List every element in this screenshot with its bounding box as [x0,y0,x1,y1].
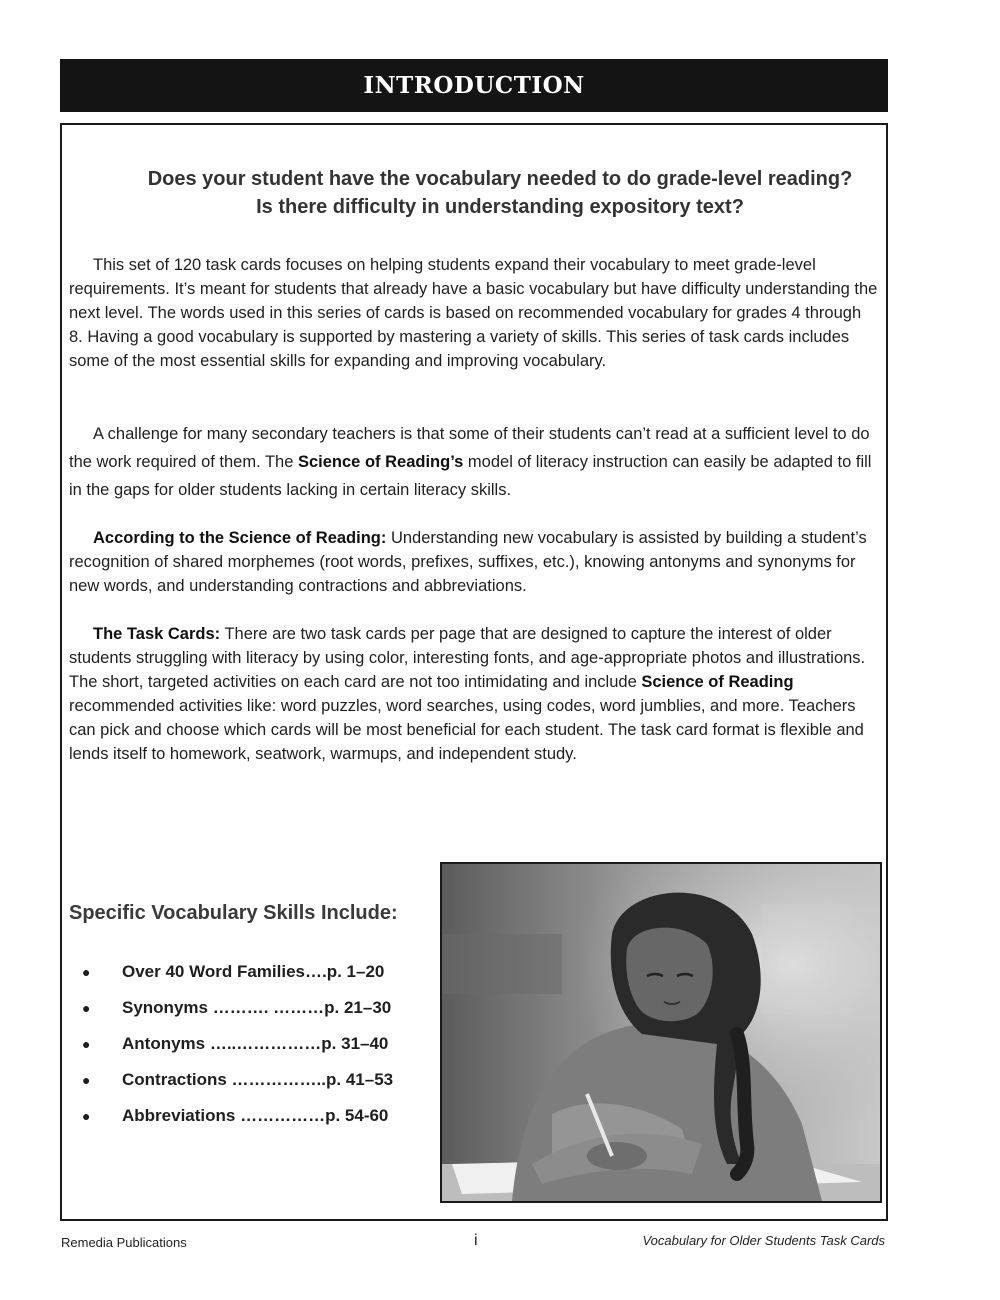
paragraph-task-cards-text: There are two task cards per page that are designed to capture the interest of older students struggling with literacy by using color, interesting fonts, and age-appropriate photos and illustrations. The short, targeted activities on each card are not too intimidating and include [69,625,866,691]
page-title: INTRODUCTION [363,72,585,99]
skill-label: Abbreviations ……………p. 54-60 [122,1106,389,1125]
paragraph-overview [69,253,879,373]
skill-label: Synonyms ………. ………p. 21–30 [122,998,392,1017]
paragraph-science-of-reading [69,526,879,598]
paragraph-task-cards-text-end: recommended activities like: word puzzles, word searches, using codes, word jumblies, and more. Teachers can pick and choose which cards will be most beneficial for each student. The task card format is flexible and lends itself to homework, seatwork, warmups, and independent study. [69,697,864,763]
paragraph-overview-text: This set of 120 task cards focuses on helping students expand their vocabulary to meet grade-level requirements. It’s meant for students that already have a basic vocabulary but have difficulty understanding the next level. The words used in this series of cards is based on recommended vocabulary for grades 4 through 8. Having a good vocabulary is supported by mastering a variety of skills. This series of task cards includes some of the most essential skills for expanding and improving vocabulary. [69,256,878,370]
bullet-icon: ● [82,1000,91,1016]
paragraph-science-of-reading-text: Understanding new vocabulary is assisted by building a student’s recognition of shared morphemes (root words, prefixes, suffixes, etc.), knowing antonyms and synonyms for new words, and understanding contractions and abbreviations. [69,529,867,595]
skills-heading: Specific Vocabulary Skills Include: [69,902,398,924]
skill-label: Antonyms …..……………p. 31–40 [122,1034,389,1053]
paragraph-task-cards [69,622,879,766]
list-item [82,1026,393,1062]
list-item [82,990,393,1026]
intro-question-1: Does your student have the vocabulary needed to do grade-level reading? [147,168,853,190]
list-item [82,1062,393,1098]
paragraph-challenge-text-end: model of literacy instruction can easily be adapted to fill in the gaps for older students lacking in certain literacy skills. [69,453,872,499]
student-writing-illustration [442,864,880,1201]
footer-book-title: Vocabulary for Older Students Task Cards [642,1233,885,1248]
bullet-icon: ● [82,964,91,980]
science-of-reading-emphasis-2: Science of Reading [641,673,794,691]
paragraph-science-of-reading-heading: According to the Science of Reading: [93,529,387,547]
bullet-icon: ● [82,1072,91,1088]
paragraph-challenge-text: A challenge for many secondary teachers is that some of their students can’t read at a sufficient level to do the work required of them. The [69,425,870,471]
bullet-icon: ● [82,1036,91,1052]
student-writing-photo [440,862,882,1203]
paragraph-challenge [69,420,879,504]
skill-label: Over 40 Word Families….p. 1–20 [122,962,385,981]
skill-label: Contractions ……………..p. 41–53 [122,1070,394,1089]
list-item [82,954,393,990]
footer-publisher: Remedia Publications [61,1235,187,1250]
intro-question-2: Is there difficulty in understanding expository text? [256,196,744,218]
footer-page-number: i [474,1232,478,1249]
header-bar [60,59,888,112]
paragraph-task-cards-heading: The Task Cards: [93,625,221,643]
bullet-icon: ● [82,1108,91,1124]
science-of-reading-emphasis: Science of Reading’s [297,453,464,471]
list-item [82,1098,393,1134]
skills-list [82,954,393,1134]
